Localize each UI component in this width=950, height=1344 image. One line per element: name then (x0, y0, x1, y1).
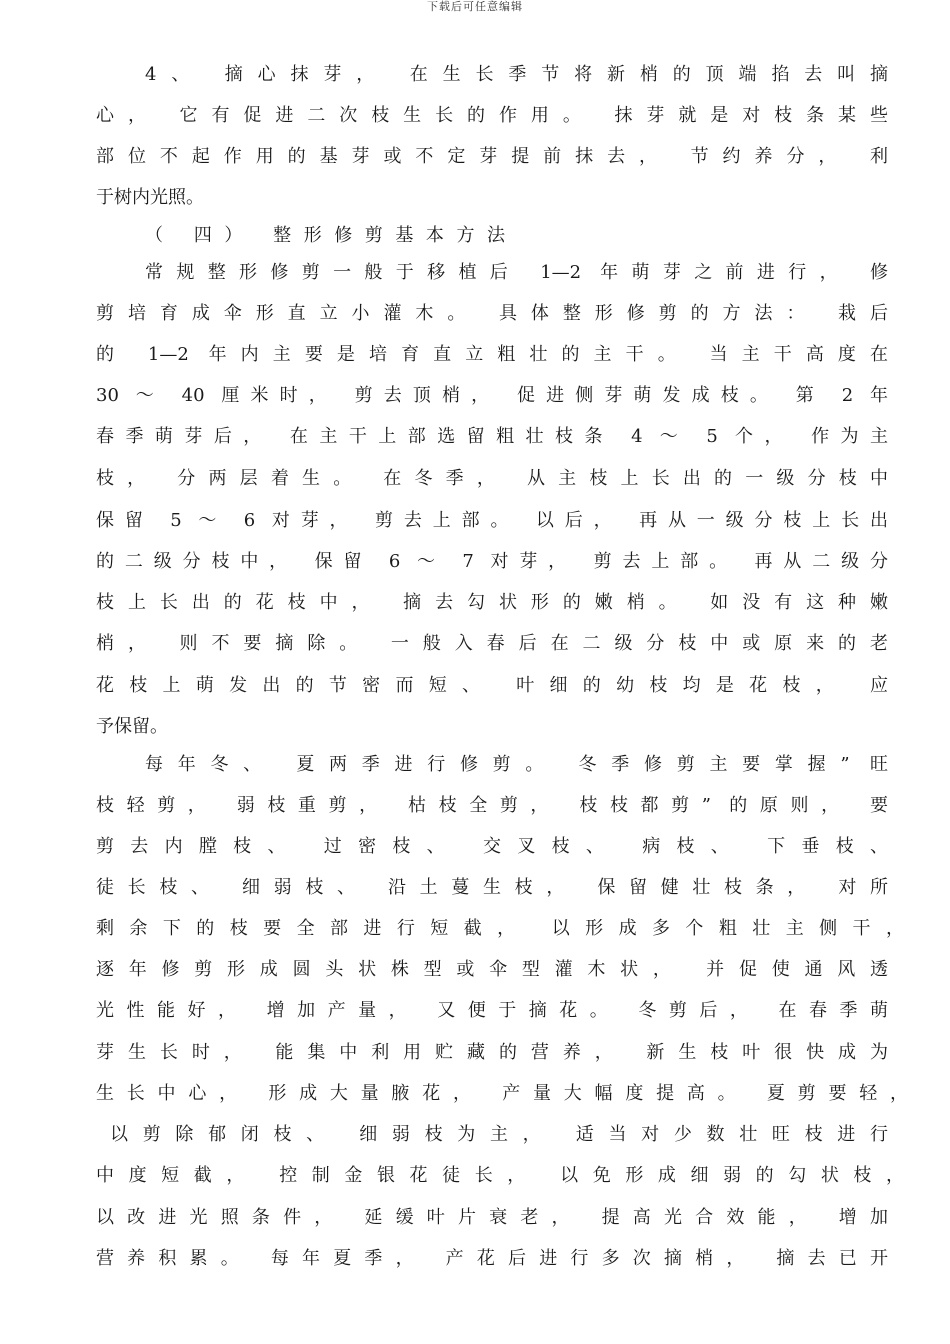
page-header: 下载后可任意编辑 (427, 0, 523, 13)
text-line: 梢， 则不要摘除。 一般入春后在二级分枝中或原来的老 (96, 633, 888, 654)
text-line: 于树内光照。 (96, 187, 204, 208)
text-line: 营养积累。 每年夏季， 产花后进行多次摘梢， 摘去已开 (96, 1248, 888, 1269)
text-line: 剩余下的枝要全部进行短截， 以形成多个粗壮主侧干， (96, 918, 904, 939)
text-line: 剪培育成伞形直立小灌木。 具体整形修剪的方法： 栽后 (96, 303, 888, 324)
text-line: 逐年修剪形成圆头状株型或伞型灌木状， 并促使通风透 (96, 959, 888, 980)
text-line: 予保留。 (96, 716, 168, 737)
text-line: 每年冬、 夏两季进行修剪。 冬季修剪主要掌握” 旺 (145, 754, 888, 775)
text-line: 保留 5 ～ 6 对芽， 剪去上部。 以后， 再从一级分枝上长出 (96, 510, 888, 531)
text-line: 徒长枝、 细弱枝、 沿土蔓生枝， 保留健壮枝条， 对所 (96, 877, 888, 898)
section-heading: （ 四） 整形修剪基本方法 (145, 225, 505, 246)
text-line: 春季萌芽后， 在主干上部选留粗壮枝条 4 ～ 5 个， 作为主 (96, 426, 888, 447)
text-line: 生长中心， 形成大量腋花， 产量大幅度提高。 夏剪要轻， (96, 1083, 908, 1104)
text-line: 30 ～ 40 厘米时， 剪去顶梢， 促进侧芽萌发成枝。 第 2 年 (96, 385, 888, 406)
text-line: 花枝上萌发出的节密而短、 叶细的幼枝均是花枝， 应 (96, 675, 888, 696)
text-line: 枝轻剪， 弱枝重剪， 枯枝全剪， 枝枝都剪” 的原则， 要 (96, 795, 888, 816)
text-line: 常规整形修剪一般于移植后 1—2 年萌芽之前进行， 修 (145, 262, 888, 283)
text-line: 的二级分枝中， 保留 6 ～ 7 对芽， 剪去上部。 再从二级分 (96, 551, 888, 572)
text-line: 部位不起作用的基芽或不定芽提前抹去， 节约养分， 利 (96, 146, 888, 167)
text-line: 光性能好， 增加产量， 又便于摘花。 冬剪后， 在春季萌 (96, 1000, 888, 1021)
text-line: 剪去内膛枝、 过密枝、 交叉枝、 病枝、 下垂枝、 (96, 836, 888, 857)
text-line: 芽生长时， 能集中利用贮藏的营养， 新生枝叶很快成为 (96, 1042, 888, 1063)
text-line: 心， 它有促进二次枝生长的作用。 抹芽就是对枝条某些 (96, 105, 888, 126)
text-line: 的 1—2 年内主要是培育直立粗壮的主干。 当主干高度在 (96, 344, 888, 365)
text-line: 中度短截， 控制金银花徒长， 以免形成细弱的勾状枝， (96, 1165, 904, 1186)
text-line: 枝上长出的花枝中， 摘去勾状形的嫩梢。 如没有这种嫩 (96, 592, 888, 613)
text-line: 枝， 分两层着生。 在冬季， 从主枝上长出的一级分枝中 (96, 468, 888, 489)
text-line: 以剪除郁闭枝、 细弱枝为主， 适当对少数壮旺枝进行 (110, 1124, 888, 1145)
text-line: 以改进光照条件， 延缓叶片衰老， 提高光合效能， 增加 (96, 1207, 888, 1228)
text-line: 4、 摘心抹芽， 在生长季节将新梢的顶端掐去叫摘 (145, 64, 888, 85)
